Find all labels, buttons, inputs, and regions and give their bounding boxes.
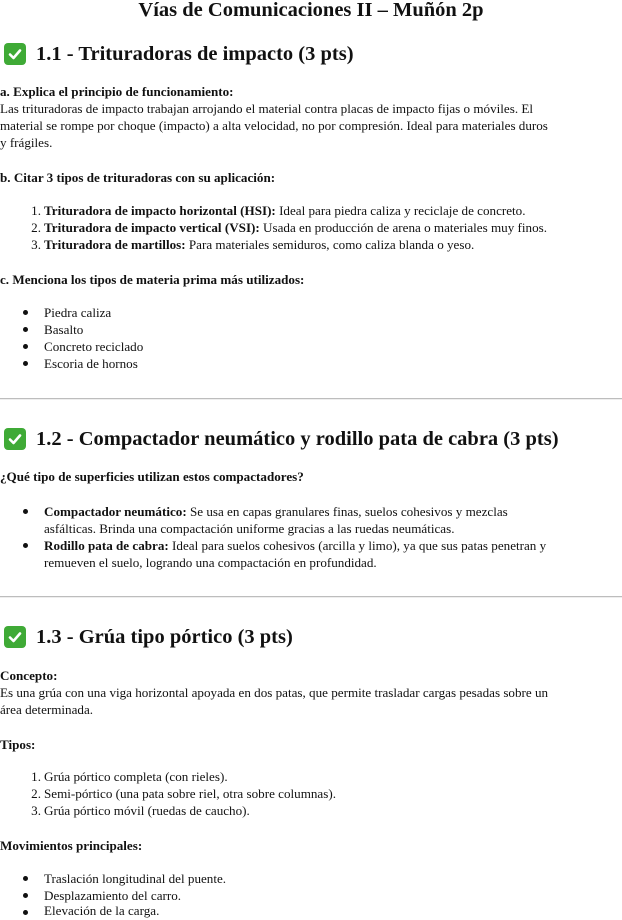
list-item: Basalto	[44, 322, 84, 337]
description: Para materiales semiduros, como caliza blanda o yeso.	[185, 237, 475, 252]
paragraph-line: Las trituradoras de impacto trabajan arrojando el material contra placas de impacto fijas o móviles. El	[0, 101, 534, 116]
bullet-icon	[23, 876, 28, 881]
paragraph-line: Es una grúa con una viga horizontal apoyada en dos patas, que permite trasladar cargas pesadas sobre un	[0, 685, 549, 700]
section-divider	[0, 596, 622, 598]
section-1-2-heading	[4, 426, 559, 452]
list-number: 1.	[31, 769, 41, 784]
list-item: Grúa pórtico móvil (ruedas de caucho).	[44, 803, 250, 818]
term: Trituradora de martillos:	[44, 237, 186, 252]
question-heading: ¿Qué tipo de superficies utilizan estos compactadores?	[0, 469, 304, 484]
description: Usada en producción de arena o materiales muy finos.	[259, 220, 547, 235]
section-title: 1.1 - Trituradoras de impacto (3 pts)	[36, 42, 354, 65]
list-item	[44, 503, 614, 520]
list-item: Desplazamiento del carro.	[44, 888, 182, 903]
bullet-icon	[23, 310, 28, 315]
paragraph-line: área determinada.	[0, 702, 94, 717]
movements-heading: Movimientos principales:	[0, 838, 143, 853]
list-number: 2.	[31, 220, 41, 235]
subheading-c: c. Menciona los tipos de materia prima más utilizados:	[0, 272, 305, 287]
section-title: 1.3 - Grúa tipo pórtico (3 pts)	[36, 625, 293, 648]
list-number: 1.	[31, 203, 41, 218]
list-item: Concreto reciclado	[44, 339, 144, 354]
list-item: Grúa pórtico completa (con rieles).	[44, 769, 228, 784]
description: Ideal para piedra caliza y reciclaje de concreto.	[275, 203, 526, 218]
check-mark-icon	[4, 428, 26, 450]
bullet-icon	[23, 893, 28, 898]
bullet-icon	[23, 361, 28, 366]
list-number: 2.	[31, 786, 41, 801]
list-number: 3.	[31, 237, 41, 252]
list-item: Traslación longitudinal del puente.	[44, 871, 227, 886]
list-item	[44, 537, 614, 554]
term: Trituradora de impacto horizontal (HSI):	[44, 203, 276, 218]
document-title: Vías de Comunicaciones II – Muñón 2p	[138, 0, 484, 21]
subheading-b: b. Citar 3 tipos de trituradoras con su aplicación:	[0, 170, 276, 185]
list-number: 3.	[31, 803, 41, 818]
list-item: Escoria de hornos	[44, 356, 138, 371]
bullet-icon	[23, 327, 28, 332]
check-mark-icon	[4, 626, 26, 648]
list-item: Semi-pórtico (una pata sobre riel, otra sobre columnas).	[44, 786, 336, 801]
list-item-continuation: remueven el suelo, logrando una compactación en profundidad.	[44, 555, 377, 570]
bullet-icon	[23, 344, 28, 349]
bullet-icon	[23, 543, 28, 548]
section-1-1-heading	[4, 41, 354, 67]
bullet-icon	[23, 910, 28, 915]
description: Se usa en capas granulares finas, suelos cohesivos y mezclas	[186, 504, 508, 519]
section-1-3-heading	[4, 624, 293, 650]
paragraph-line: y frágiles.	[0, 135, 53, 150]
types-heading: Tipos:	[0, 737, 36, 752]
concept-heading: Concepto:	[0, 668, 58, 683]
term: Trituradora de impacto vertical (VSI):	[44, 220, 260, 235]
bullet-icon	[23, 509, 28, 514]
subheading-a: a. Explica el principio de funcionamiento:	[0, 84, 234, 99]
term: Compactador neumático:	[44, 504, 187, 519]
list-item-continuation: asfálticas. Brinda una compactación uniforme gracias a las ruedas neumáticas.	[44, 521, 455, 536]
list-item: Elevación de la carga.	[44, 903, 160, 918]
list-item: Piedra caliza	[44, 305, 112, 320]
term: Rodillo pata de cabra:	[44, 538, 169, 553]
paragraph-line: material se rompe por choque (impacto) a alta velocidad, no por compresión. Ideal para materiales duros	[0, 118, 548, 133]
section-title: 1.2 - Compactador neumático y rodillo pata de cabra (3 pts)	[36, 427, 559, 450]
check-mark-icon	[4, 43, 26, 65]
section-divider	[0, 398, 622, 400]
description: Ideal para suelos cohesivos (arcilla y limo), ya que sus patas penetran y	[168, 538, 547, 553]
